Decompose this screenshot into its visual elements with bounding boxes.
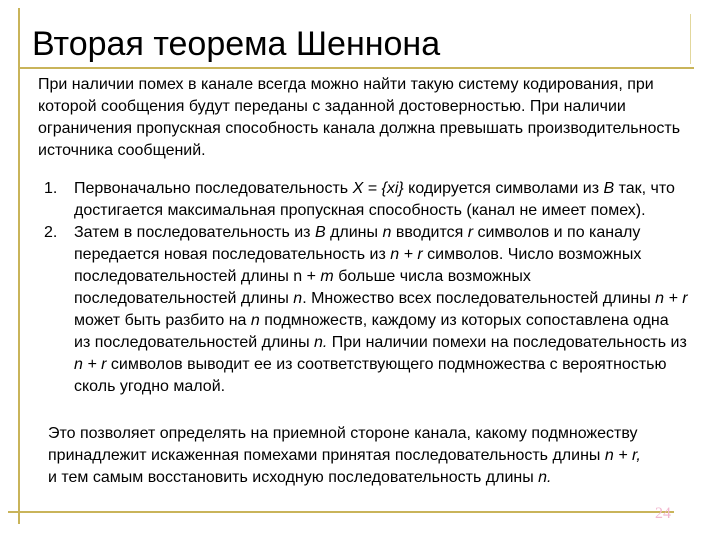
step-text: вводится: [391, 224, 468, 241]
step-formula: n + r: [390, 246, 423, 263]
step-text: может быть разбито на: [74, 312, 251, 329]
frame-left-line: [18, 8, 20, 524]
step-formula: n + r: [74, 356, 107, 373]
conclusion-formula: n + r,: [604, 447, 641, 464]
step-formula: n: [293, 290, 303, 307]
step-text: Затем в последовательность из: [74, 224, 315, 241]
slide-title: Вторая теорема Шеннона: [32, 25, 441, 63]
conclusion-text: и тем самым восстановить исходную последовательность длины: [48, 469, 539, 486]
intro-paragraph: При наличии помех в канале всегда можно найти такую систему кодирования, при которой сообщения будут переданы с заданной достоверностью. При наличии ограничения пропускная способность канала должна превышать производительность источника сообщений.: [38, 76, 681, 159]
frame-right-line: [690, 14, 691, 64]
step-item-2: [38, 222, 688, 398]
step-text: кодируется символами из: [403, 180, 604, 197]
conclusion-formula: n.: [538, 469, 552, 486]
step-text: так, что достигается максимальная пропускная способность (канал не имеет помех).: [74, 180, 675, 219]
step-formula: n: [382, 224, 392, 241]
step-formula: n: [250, 312, 260, 329]
step-text: При наличии помехи на последовательность из: [327, 334, 687, 351]
step-text: длины: [325, 224, 383, 241]
step-number: 2.: [44, 224, 58, 241]
step-formula: r: [467, 224, 474, 241]
conclusion-text: Это позволяет определять на приемной стороне канала, какому подмножеству принадлежит искаженная помехами принятая последовательность длины: [48, 425, 638, 464]
step-text: символов и по каналу передается новая последовательность из: [74, 224, 641, 263]
steps-list: [38, 178, 688, 398]
step-number: 1.: [44, 180, 58, 197]
step-formula: B: [603, 180, 615, 197]
step-formula: n + r: [655, 290, 688, 307]
step-item-1: [38, 178, 688, 222]
step-text: . Множество всех последовательностей длины: [302, 290, 656, 307]
step-text: символов выводит ее из соответствующего подмножества с вероятностью сколь угодно малой.: [74, 356, 667, 395]
step-text: символов. Число возможных последовательностей длины n +: [74, 246, 642, 285]
frame-bottom-line: [8, 511, 674, 513]
frame-title-underline: [18, 67, 694, 69]
step-formula: n.: [314, 334, 328, 351]
step-text: больше числа возможных последовательностей длины: [74, 268, 531, 307]
step-formula: B: [314, 224, 326, 241]
step-formula: X = {xi}: [352, 180, 404, 197]
conclusion-paragraph: [48, 423, 648, 489]
step-text: подмножеств, каждому из которых сопоставлена одна из последовательностей длины: [74, 312, 669, 351]
page-number: 24: [655, 505, 671, 522]
step-formula: m: [320, 268, 334, 285]
step-text: Первоначально последовательность: [74, 180, 353, 197]
